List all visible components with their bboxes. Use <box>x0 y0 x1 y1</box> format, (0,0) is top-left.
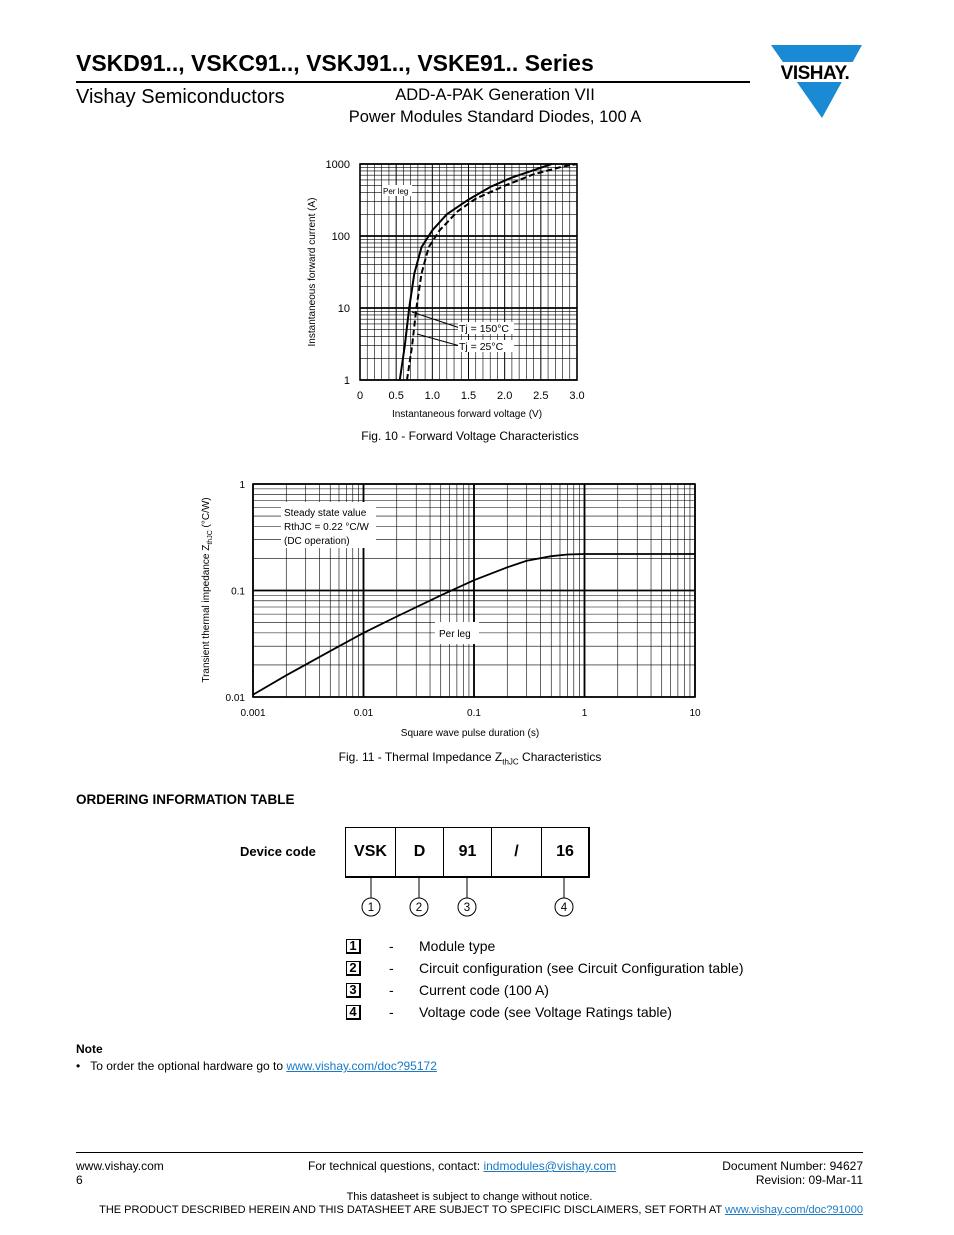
footer-left <box>76 1159 164 1187</box>
fig10-chart <box>300 150 620 430</box>
legend-row-3 <box>346 979 743 1001</box>
code-marker-2-num: 2 <box>415 902 423 914</box>
fig11-x-tick-label: 0.001 <box>240 708 266 719</box>
note-heading: Note <box>76 1042 103 1056</box>
fig10-y-tick-label: 1 <box>343 375 350 387</box>
code-markers <box>345 876 585 921</box>
legend-dash-4: - <box>389 1004 394 1020</box>
legend-num-2: 2 <box>346 961 361 976</box>
footer-divider <box>76 1152 863 1153</box>
footer-disclaimer <box>76 1203 863 1217</box>
logo-text: VISHAY. <box>780 63 850 84</box>
fig10-x-tick-label: 0.5 <box>388 390 404 402</box>
code-marker-4-num: 4 <box>560 902 568 914</box>
code-marker-4 <box>555 876 573 916</box>
fig11-x-tick-label: 0.01 <box>353 708 374 719</box>
note-hardware-link[interactable]: www.vishay.com/doc?95172 <box>286 1059 437 1073</box>
legend-dash-2: - <box>389 960 394 976</box>
fig10-legend <box>412 312 514 353</box>
fig10-x-ticks <box>357 390 585 402</box>
footer-contact-email[interactable]: indmodules@vishay.com <box>483 1159 617 1173</box>
product-line-2: Power Modules Standard Diodes, 100 A <box>348 108 642 126</box>
fig11-y-tick-label: 1 <box>239 480 245 491</box>
fig11-steady-state-line3: (DC operation) <box>284 536 350 547</box>
note-item <box>76 1059 437 1073</box>
fig10-legend-25: Tj = 25°C <box>459 341 504 353</box>
product-line-1: ADD-A-PAK Generation VII <box>395 86 595 104</box>
note-text: To order the optional hardware go to <box>90 1059 287 1073</box>
fig11-caption: Fig. 11 - Thermal Impedance $Z_{thJC}$ Characteristics <box>338 750 602 767</box>
fig10-y-axis-label: Instantaneous forward current (A) <box>307 197 318 347</box>
code-cell-d: D <box>396 828 444 876</box>
footer-website: www.vishay.com <box>76 1159 164 1173</box>
fig11-per-leg-label: Per leg <box>439 629 471 640</box>
code-cell-slash: / <box>492 828 542 876</box>
product-description <box>320 84 670 128</box>
device-code-label: Device code <box>240 844 316 859</box>
fig11-per-leg-annotation <box>435 622 479 644</box>
code-marker-1-num: 1 <box>367 902 375 914</box>
fig10-legend-150: Tj = 150°C <box>459 323 510 335</box>
fig10-annotation-per-leg <box>382 185 412 196</box>
fig10-x-axis-label: Instantaneous forward voltage (V) <box>391 409 543 420</box>
legend-text-1: Module type <box>419 938 496 954</box>
fig11-y-axis-label: Transient thermal impedance $Z_{thJC}$ (°C/W) <box>201 497 214 683</box>
fig11-x-tick-label: 1 <box>581 708 588 719</box>
fig11-x-ticks <box>240 708 701 719</box>
footer-right <box>613 1159 863 1187</box>
fig10-x-tick-label: 2.5 <box>533 390 549 402</box>
legend-dash-3: - <box>389 982 394 998</box>
code-marker-3-num: 3 <box>463 902 471 914</box>
code-marker-3 <box>458 876 476 916</box>
fig10-per-leg-label: Per leg <box>383 187 409 196</box>
fig11-y-tick-label: 0.01 <box>225 693 245 704</box>
code-cell-91: 91 <box>444 828 492 876</box>
legend-num-3: 3 <box>346 983 361 998</box>
legend-num-1: 1 <box>346 939 361 954</box>
legend-dash-1: - <box>389 938 394 954</box>
legend-row-2 <box>346 957 743 979</box>
legend-row-4 <box>346 1001 743 1023</box>
fig11-steady-state-line1: Steady state value <box>284 508 367 519</box>
legend-text-3: Current code (100 A) <box>419 982 549 998</box>
code-cell-16: 16 <box>556 843 574 860</box>
footer-notice: This datasheet is subject to change without notice. <box>346 1191 593 1203</box>
fig11-x-tick-label: 10 <box>689 708 701 719</box>
fig10-caption: Fig. 10 - Forward Voltage Characteristics <box>361 429 579 443</box>
footer-contact-text: For technical questions, contact: <box>308 1159 484 1173</box>
fig11-steady-state-annotation <box>281 502 376 548</box>
footer-doc-number: Document Number: 94627 <box>722 1159 863 1173</box>
footer-disclaimer-link[interactable]: www.vishay.com/doc?91000 <box>725 1204 863 1216</box>
code-legend <box>346 935 743 1023</box>
fig10-x-tick-label: 2.0 <box>497 390 513 402</box>
fig11-steady-state-line2: RthJC = 0.22 °C/W <box>284 522 369 533</box>
fig10-x-tick-label: 3.0 <box>569 390 585 402</box>
fig10-y-tick-label: 1000 <box>325 159 350 171</box>
company-name: Vishay Semiconductors <box>76 86 285 108</box>
legend-num-4: 4 <box>346 1005 361 1020</box>
header-divider <box>76 81 750 83</box>
device-code-box <box>345 827 590 878</box>
legend-row-1 <box>346 935 743 957</box>
legend-text-4: Voltage code (see Voltage Ratings table) <box>419 1004 672 1020</box>
fig10-x-tick-label: 1.5 <box>460 390 477 402</box>
code-marker-2 <box>410 876 428 916</box>
fig11-x-tick-label: 0.1 <box>467 708 481 719</box>
footer-revision: Revision: 09-Mar-11 <box>755 1173 863 1187</box>
fig10-x-tick-label: 0 <box>356 390 364 402</box>
fig11-x-axis-label: Square wave pulse duration (s) <box>400 728 540 739</box>
note-section <box>76 1042 437 1073</box>
footer-contact <box>308 1159 616 1173</box>
fig11-chart <box>195 472 715 747</box>
code-cell-vsk: VSK <box>346 828 396 876</box>
code-marker-1 <box>362 876 380 916</box>
fig10-x-tick-label: 1.0 <box>424 390 440 402</box>
fig11-y-ticks <box>226 480 246 704</box>
page-title: VSKD91.., VSKC91.., VSKJ91.., VSKE91.. Series <box>76 50 594 76</box>
fig10-y-tick-label: 10 <box>337 303 350 315</box>
legend-text-2: Circuit configuration (see Circuit Configuration table) <box>419 960 744 976</box>
fig10-y-tick-label: 100 <box>331 231 350 243</box>
vishay-logo <box>768 42 865 119</box>
footer-disclaimer-text: THE PRODUCT DESCRIBED HEREIN AND THIS DATASHEET ARE SUBJECT TO SPECIFIC DISCLAIMERS, SET FORTH AT <box>99 1204 726 1216</box>
note-bullet: • <box>76 1059 81 1073</box>
fig10-y-ticks <box>326 159 350 387</box>
fig11-y-tick-label: 0.1 <box>231 586 245 598</box>
ordering-heading: ORDERING INFORMATION TABLE <box>76 792 295 807</box>
footer-page-number: 6 <box>76 1173 83 1187</box>
